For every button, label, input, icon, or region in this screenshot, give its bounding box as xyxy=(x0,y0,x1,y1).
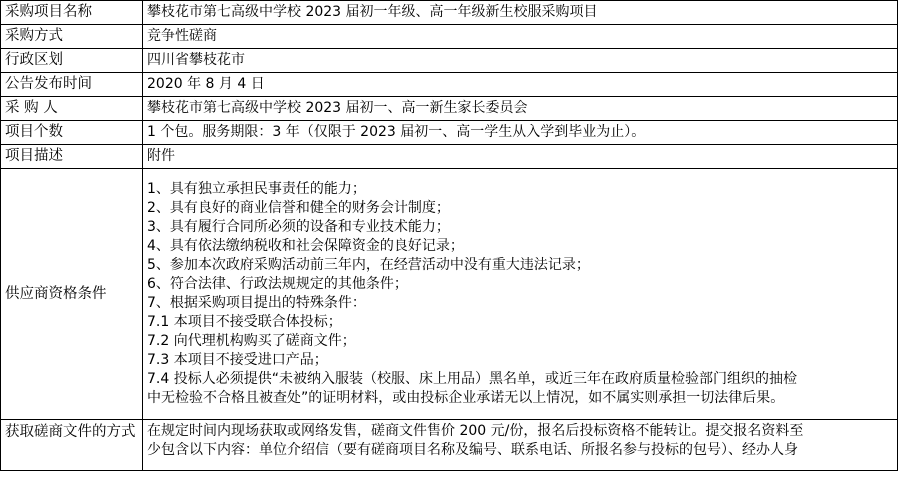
row-project-name xyxy=(1,1,898,25)
acquisition-line: 在规定时间内现场获取或网络发售，磋商文件售价 200 元/份，报名后投标资格不能转让。提交报名资料至 xyxy=(147,423,804,439)
label-package-count: 项目个数 xyxy=(1,121,143,145)
row-document-acquisition xyxy=(1,420,898,471)
qualification-line: 5、参加本次政府采购活动前三年内，在经营活动中没有重大违法记录； xyxy=(147,257,590,273)
qualification-line: 中无检验不合格且被查处”的证明材料，或由投标企业承诺无以上情况，如不属实则承担一切法律后果。 xyxy=(147,390,785,406)
qualification-line: 6、符合法律、行政法规规定的其他条件； xyxy=(147,276,408,292)
value-administrative-region: 四川省攀枝花市 xyxy=(143,49,898,73)
value-publish-date: 2020 年 8 月 4 日 xyxy=(143,73,898,97)
row-purchaser xyxy=(1,97,898,121)
value-project-name: 攀枝花市第七高级中学校 2023 届初一年级、高一年级新生校服采购项目 xyxy=(143,1,898,25)
value-package-count: 1 个包。服务期限：3 年（仅限于 2023 届初一、高一学生从入学到毕业为止）。 xyxy=(143,121,898,145)
qualification-line: 3、具有履行合同所必须的设备和专业技术能力； xyxy=(147,219,450,235)
row-administrative-region xyxy=(1,49,898,73)
label-document-acquisition: 获取磋商文件的方式 xyxy=(1,420,143,471)
value-procurement-method: 竞争性磋商 xyxy=(143,25,898,49)
value-document-acquisition xyxy=(143,420,898,471)
label-project-name: 采购项目名称 xyxy=(1,1,143,25)
acquisition-line: 少包含以下内容：单位介绍信（要有磋商项目名称及编号、联系电话、所报名参与投标的包号）、经办人身 xyxy=(147,442,798,458)
row-project-description xyxy=(1,145,898,169)
qualification-line: 4、具有依法缴纳税收和社会保障资金的良好记录； xyxy=(147,238,464,254)
qualification-line: 7.1 本项目不接受联合体投标； xyxy=(147,314,342,330)
qualification-line: 2、具有良好的商业信誉和健全的财务会计制度； xyxy=(147,200,450,216)
qualification-line: 7.2 向代理机构购买了磋商文件； xyxy=(147,333,356,349)
label-project-description: 项目描述 xyxy=(1,145,143,169)
qualification-line: 7.3 本项目不接受进口产品； xyxy=(147,352,328,368)
row-procurement-method xyxy=(1,25,898,49)
label-purchaser: 采 购 人 xyxy=(1,97,143,121)
value-project-description: 附件 xyxy=(143,145,898,169)
row-package-count xyxy=(1,121,898,145)
row-publish-date xyxy=(1,73,898,97)
label-administrative-region: 行政区划 xyxy=(1,49,143,73)
label-publish-date: 公告发布时间 xyxy=(1,73,143,97)
label-procurement-method: 采购方式 xyxy=(1,25,143,49)
qualification-line: 1、具有独立承担民事责任的能力； xyxy=(147,181,366,197)
label-supplier-qualifications: 供应商资格条件 xyxy=(1,169,143,420)
row-supplier-qualifications xyxy=(1,169,898,420)
qualification-line: 7.4 投标人必须提供“未被纳入服装（校服、床上用品）黑名单，或近三年在政府质量检验部门组织的抽检 xyxy=(147,371,797,387)
value-purchaser: 攀枝花市第七高级中学校 2023 届初一、高一新生家长委员会 xyxy=(143,97,898,121)
value-supplier-qualifications xyxy=(143,169,898,420)
qualification-line: 7、根据采购项目提出的特殊条件： xyxy=(147,295,366,311)
